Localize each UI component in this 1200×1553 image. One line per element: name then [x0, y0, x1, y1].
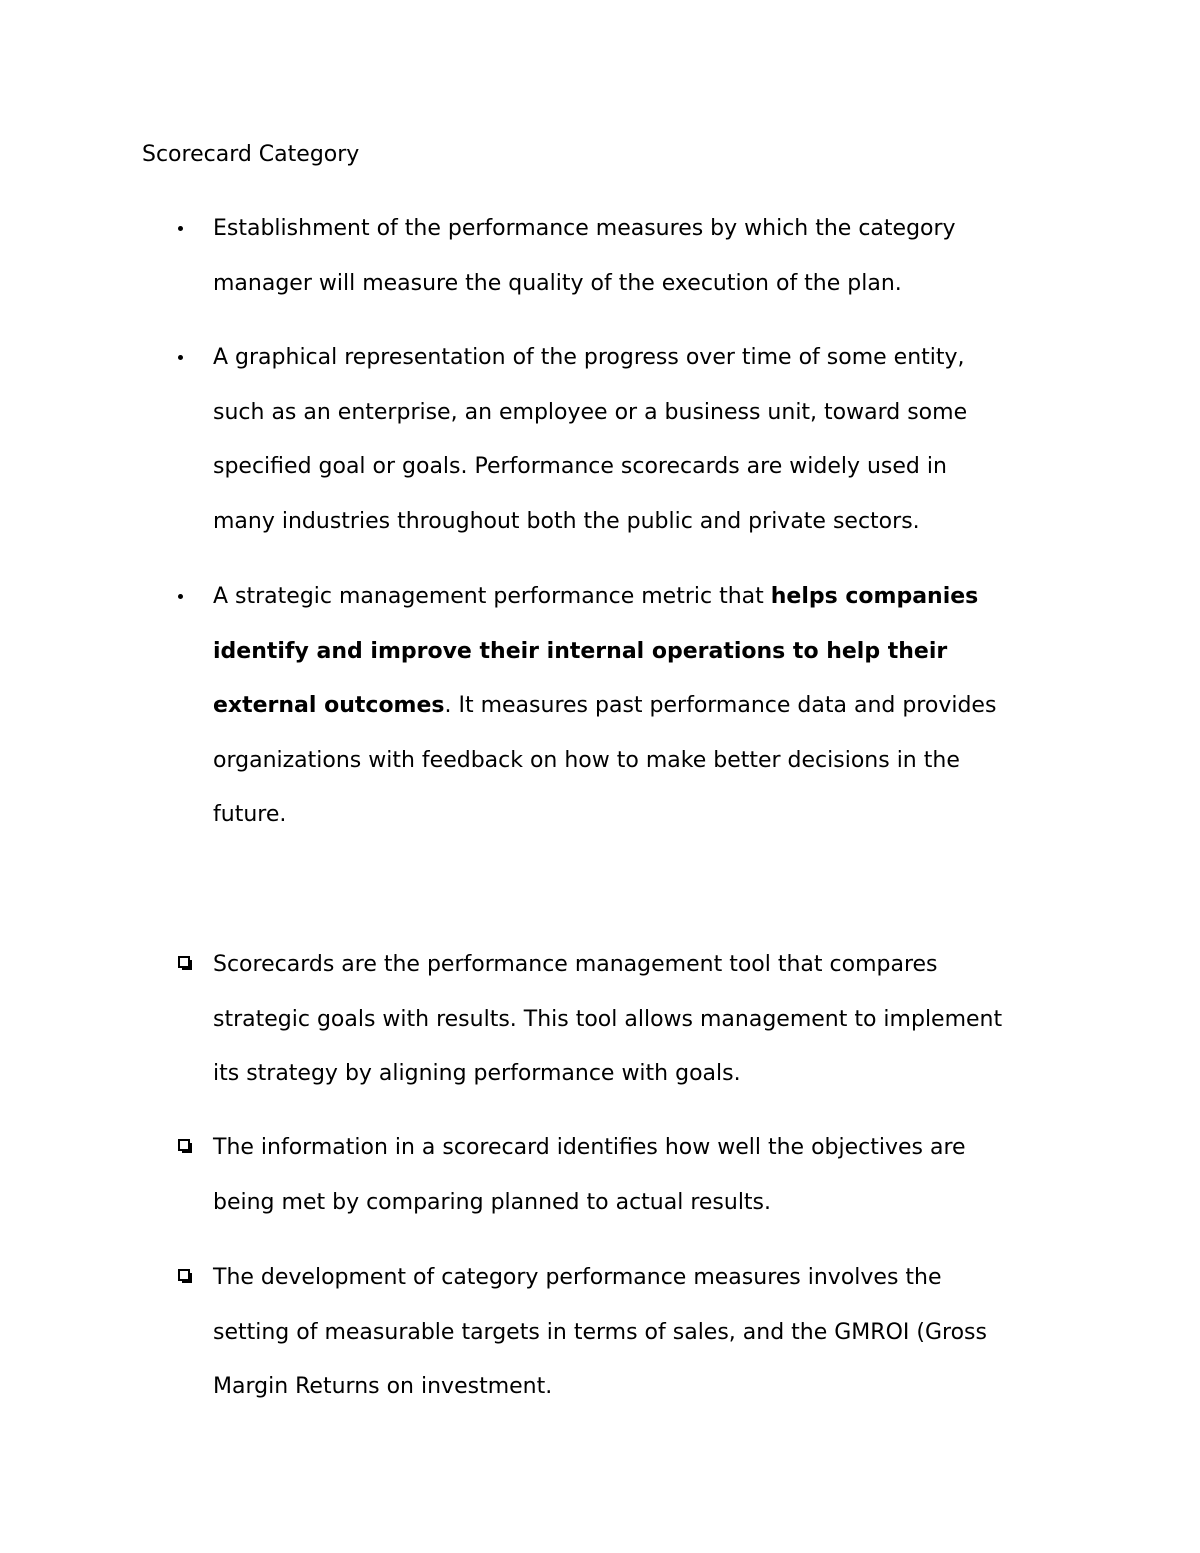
- bullet-icon: [142, 570, 212, 625]
- list-item: [142, 938, 1072, 1102]
- list-item-text: strategic goals with results. This tool allows management to implement: [213, 1006, 1003, 1032]
- text-normal: . It measures past performance data and provides: [444, 693, 997, 718]
- list-item: [142, 1251, 1072, 1415]
- page-title: Scorecard Category: [142, 142, 360, 167]
- list-item-text: being met by comparing planned to actual results.: [213, 1189, 772, 1215]
- text-bold: external outcomes: [213, 693, 445, 718]
- list-item: [142, 331, 1072, 549]
- list-item-text: organizations with feedback on how to make better decisions in the: [213, 747, 960, 773]
- list-item-text: The development of category performance measures involves the: [213, 1265, 942, 1290]
- list-item-text: Scorecards are the performance management tool that compares: [213, 952, 938, 977]
- text-normal: A strategic management performance metric that: [213, 584, 771, 609]
- list-item-text: [213, 570, 1072, 625]
- list-item-text: A graphical representation of the progress over time of some entity,: [213, 345, 965, 370]
- checkbox-bullet-icon: [142, 1121, 212, 1176]
- text-bold: helps companies: [770, 584, 979, 609]
- list-item: [142, 202, 1072, 311]
- list-item-text: identify and improve their internal operations to help their: [213, 638, 948, 664]
- list-item-text: such as an enterprise, an employee or a business unit, toward some: [213, 399, 968, 425]
- list-item-text: many industries throughout both the public and private sectors.: [213, 508, 920, 534]
- bullet-icon: [142, 202, 212, 257]
- list-item-text: future.: [213, 802, 287, 827]
- list-item-text: manager will measure the quality of the execution of the plan.: [213, 270, 902, 296]
- list-item-text: setting of measurable targets in terms of sales, and the GMROI (Gross: [213, 1319, 987, 1345]
- list-item-text: The information in a scorecard identifies how well the objectives are: [213, 1135, 966, 1160]
- checkbox-bullet-icon: [142, 938, 212, 993]
- list-item-text: specified goal or goals. Performance scorecards are widely used in: [213, 454, 947, 479]
- list-item-text: [213, 679, 1072, 734]
- list-item: [142, 570, 1072, 843]
- list-item-text: Establishment of the performance measures by which the category: [213, 216, 956, 241]
- checkbox-bullet-icon: [142, 1251, 212, 1306]
- bullet-icon: [142, 331, 212, 386]
- list-item: [142, 1121, 1072, 1230]
- list-item-text: Margin Returns on investment.: [213, 1374, 553, 1399]
- list-item-text: its strategy by aligning performance with goals.: [213, 1061, 741, 1086]
